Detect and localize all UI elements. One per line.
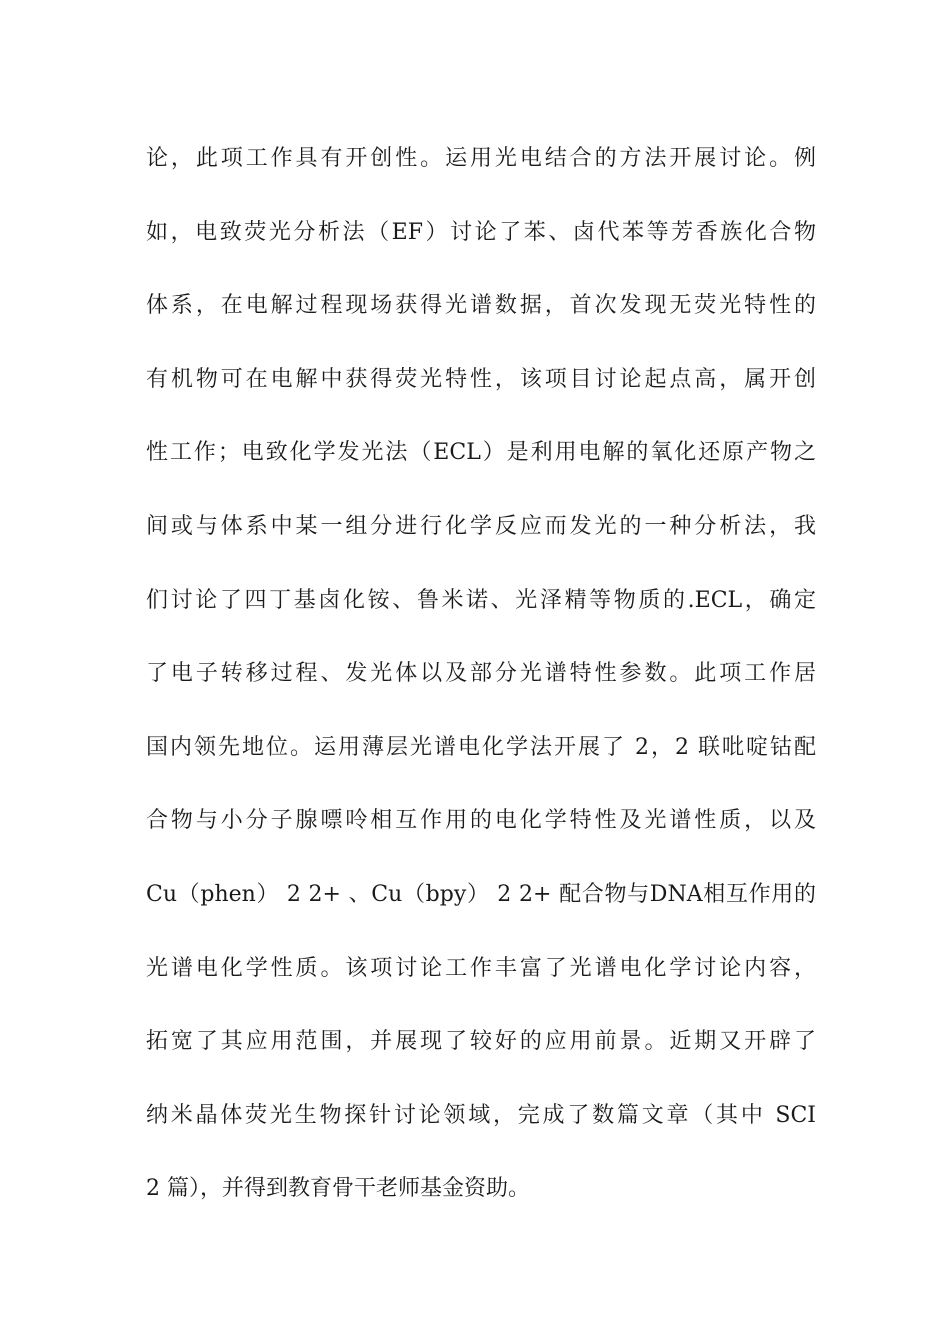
text-line: 间或与体系中某一组分进行化学反应而发光的一种分析法，我: [146, 513, 816, 539]
text-line: 合物与小分子腺嘌呤相互作用的电化学特性及光谱性质，以及: [146, 808, 816, 834]
text-line: 性工作；电致化学发光法（ECL）是利用电解的氧化还原产物之: [146, 440, 816, 466]
text-line: 体系，在电解过程现场获得光谱数据，首次发现无荧光特性的: [146, 293, 816, 319]
text-line: 纳米晶体荧光生物探针讨论领域，完成了数篇文章（其中 SCI: [146, 1102, 816, 1128]
text-line: 国内领先地位。运用薄层光谱电化学法开展了 2，2 联吡啶钴配: [146, 734, 816, 760]
text-line: 如，电致荧光分析法（EF）讨论了苯、卤代苯等芳香族化合物: [146, 219, 816, 245]
text-line: Cu（phen） 2 2+ 、Cu（bpy） 2 2+ 配合物与DNA相互作用的: [146, 881, 816, 907]
text-line: 2 篇），并得到教育骨干老师基金资助。: [146, 1176, 530, 1202]
text-line: 了电子转移过程、发光体以及部分光谱特性参数。此项工作居: [146, 661, 816, 687]
text-line: 有机物可在电解中获得荧光特性，该项目讨论起点高，属开创: [146, 366, 816, 392]
text-line: 光谱电化学性质。该项讨论工作丰富了光谱电化学讨论内容，: [146, 955, 816, 981]
text-line: 论，此项工作具有开创性。运用光电结合的方法开展讨论。例: [146, 146, 816, 171]
text-line: 们讨论了四丁基卤化铵、鲁米诺、光泽精等物质的.ECL，确定: [146, 587, 816, 613]
text-line: 拓宽了其应用范围，并展现了较好的应用前景。近期又开辟了: [146, 1029, 816, 1055]
body-paragraph: [146, 133, 816, 1237]
